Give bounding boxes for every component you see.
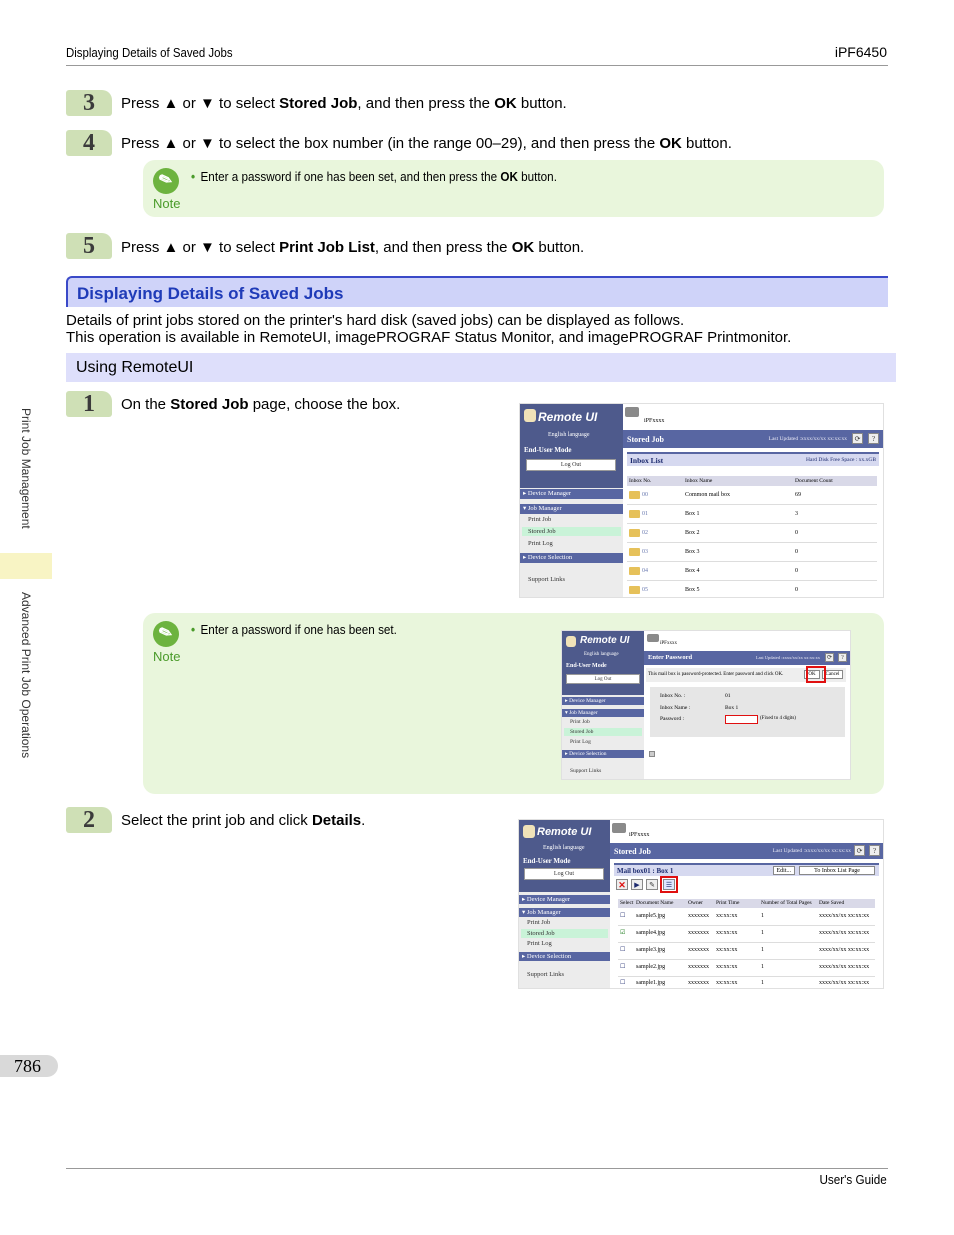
folder-icon: [629, 586, 640, 594]
nav-stored-job[interactable]: Stored Job: [527, 930, 555, 937]
remoteui-logo-icon: [566, 636, 576, 647]
logout-button[interactable]: Log Out: [524, 868, 604, 880]
table-row[interactable]: ☐ sample5.jpg xxxxxxx xx:xx:xx 1 xxxx/xx/xx xx:xx:xx: [618, 909, 875, 926]
nav-device-manager[interactable]: ▸ Device Manager: [520, 489, 623, 499]
screenshot-enter-password: [561, 630, 851, 780]
table-row[interactable]: 05 Box 5 0: [627, 581, 877, 598]
user-mode-label: End-User Mode: [524, 446, 572, 454]
locked-folder-icon: [629, 510, 640, 518]
password-message-bar: This mail box is password-protected. Enter password and click OK. OK Cancel: [646, 668, 846, 682]
user-mode-label: End-User Mode: [523, 857, 571, 865]
language-link[interactable]: English language: [548, 432, 590, 438]
remoteui-sidebar: [520, 404, 623, 597]
header-rule: [66, 65, 888, 66]
edit-job-icon[interactable]: ✎: [646, 879, 658, 890]
section-paragraph-2: This operation is available in RemoteUI, imagePROGRAF Status Monitor, and imagePROGRAF Printmonitor.: [66, 329, 792, 346]
ok-highlight-box: [806, 666, 826, 683]
section-heading: Displaying Details of Saved Jobs: [66, 276, 888, 307]
running-header-model: iPF6450: [834, 44, 887, 60]
remoteui-logo-panel: [519, 820, 610, 892]
printer-icon: [647, 634, 659, 642]
cancel-button[interactable]: Cancel: [822, 670, 843, 679]
remoteui-logo-panel: [520, 404, 623, 488]
password-form: Inbox No. : 01 Inbox Name : Box 1 Password : (Fixed to 4 digits): [650, 687, 845, 737]
nav-device-selection[interactable]: ▸ Device Selection: [519, 952, 610, 961]
table-row[interactable]: ☑ sample4.jpg xxxxxxx xx:xx:xx 1 xxxx/xx/xx xx:xx:xx: [618, 926, 875, 943]
page-number: 786: [0, 1055, 58, 1077]
ok-button[interactable]: OK: [804, 670, 820, 679]
page-title-bar: Enter Password Last Updated :xxxx/xx/xx xx:xx:xx ⟳ ?: [644, 651, 850, 665]
refresh-icon[interactable]: ⟳: [852, 433, 863, 444]
note-pencil-icon: ✎: [153, 168, 179, 194]
remoteui-sidebar: [519, 820, 610, 988]
refresh-icon[interactable]: ⟳: [826, 655, 833, 661]
nav-print-job[interactable]: Print Job: [527, 919, 551, 926]
nav-support-links[interactable]: Support Links: [527, 971, 565, 978]
refresh-icon[interactable]: ⟳: [854, 845, 865, 856]
help-icon[interactable]: ?: [868, 433, 879, 444]
table-row[interactable]: 02 Box 2 0: [627, 524, 877, 543]
footer-rule: [66, 1168, 888, 1169]
nav-device-selection[interactable]: ▸ Device Selection: [520, 553, 623, 563]
print-icon[interactable]: ▶: [631, 879, 643, 890]
printer-name: iPFxxxx: [660, 641, 677, 646]
mailbox-header: Mail box01 : Box 1 Edit... To Inbox List Page: [614, 863, 879, 876]
logout-button[interactable]: Log Out: [566, 674, 640, 684]
nav-device-manager[interactable]: ▸ Device Manager: [562, 697, 644, 705]
printer-name: iPFxxxx: [629, 832, 650, 838]
remoteui-logo: Remote UI: [537, 826, 592, 838]
user-mode-label: End-User Mode: [566, 663, 607, 669]
section-paragraph-1: Details of print jobs stored on the printer's hard disk (saved jobs) can be displayed as follows.: [66, 312, 685, 329]
nav-device-manager[interactable]: ▸ Device Manager: [519, 895, 610, 904]
table-row[interactable]: ☐ sample1.jpg xxxxxxx xx:xx:xx 1 xxxx/xx/xx xx:xx:xx: [618, 977, 875, 989]
table-row[interactable]: 04 Box 4 0: [627, 562, 877, 581]
inbox-list-header: Inbox List Hard Disk Free Space : xx.xGB: [627, 452, 879, 466]
folder-icon: [629, 548, 640, 556]
nav-print-log[interactable]: Print Log: [527, 940, 552, 947]
note-label: Note: [153, 196, 181, 211]
footer-guide: User's Guide: [819, 1172, 887, 1187]
details-icon[interactable]: ☰: [663, 879, 675, 890]
step-number-5: 5: [66, 233, 112, 259]
nav-print-log[interactable]: Print Log: [570, 739, 591, 745]
step-2-text: Select the print job and click Details.: [121, 812, 366, 829]
note-box-1: [143, 160, 884, 217]
nav-device-selection[interactable]: ▸ Device Selection: [562, 750, 644, 758]
details-highlight-box: [660, 876, 678, 893]
nav-print-job[interactable]: Print Job: [570, 719, 590, 725]
edit-button[interactable]: Edit...: [773, 866, 796, 875]
side-tab-marker: [0, 553, 52, 579]
remoteui-logo-icon: [524, 409, 536, 422]
side-tab-print-job-management: Print Job Management: [19, 408, 33, 529]
remoteui-sidebar: [562, 631, 644, 779]
printer-name: iPFxxxx: [644, 418, 665, 424]
page-title-bar: Stored Job Last Updated :xxxx/xx/xx xx:xx:xx ⟳ ?: [623, 430, 883, 448]
note-2-text: • Enter a password if one has been set.: [191, 622, 397, 637]
remoteui-logo: Remote UI: [580, 635, 630, 646]
table-row[interactable]: 01 Box 1 3: [627, 505, 877, 524]
page-title-bar: Stored Job Last Updated :xxxx/xx/xx xx:xx:xx ⟳ ?: [610, 843, 883, 859]
subsection-heading: Using RemoteUI: [66, 353, 896, 382]
note-box-2: [143, 613, 884, 794]
scroll-arrow-icon[interactable]: [649, 751, 655, 757]
step-number-1: 1: [66, 391, 112, 417]
printer-icon: [612, 823, 626, 833]
checkbox-checked[interactable]: ☑: [620, 930, 626, 936]
checkbox[interactable]: ☐: [620, 980, 626, 986]
language-link[interactable]: English language: [584, 652, 619, 657]
table-row[interactable]: ☐ sample3.jpg xxxxxxx xx:xx:xx 1 xxxx/xx/xx xx:xx:xx: [618, 943, 875, 960]
remoteui-logo-panel: [562, 631, 644, 695]
remoteui-logo-icon: [523, 825, 535, 838]
password-input[interactable]: [725, 715, 758, 724]
nav-stored-job[interactable]: Stored Job: [570, 729, 594, 735]
table-row[interactable]: 03 Box 3 0: [627, 543, 877, 562]
step-5-text: Press ▲ or ▼ to select Print Job List, and then press the OK button.: [121, 239, 585, 256]
logout-button[interactable]: Log Out: [526, 459, 616, 471]
screenshot-inbox-list: [519, 403, 884, 598]
running-header-section: Displaying Details of Saved Jobs: [66, 45, 233, 60]
screenshot-stored-jobs: [518, 819, 884, 989]
step-number-3: 3: [66, 90, 112, 116]
nav-job-manager[interactable]: ▾ Job Manager: [519, 908, 610, 917]
nav-job-manager[interactable]: ▾ Job Manager: [562, 709, 644, 717]
checkbox[interactable]: ☐: [620, 964, 626, 970]
delete-icon[interactable]: ✕: [616, 879, 628, 890]
checkbox[interactable]: ☐: [620, 947, 626, 953]
inbox-table-header: Inbox No. Inbox Name Document Count: [627, 476, 877, 486]
remoteui-logo: Remote UI: [538, 410, 598, 424]
step-1-text: On the Stored Job page, choose the box.: [121, 396, 401, 413]
job-table-header: Select Document Name Owner Print Time Number of Total Pages Date Saved: [618, 899, 875, 908]
folder-icon: [629, 529, 640, 537]
checkbox[interactable]: ☐: [620, 913, 626, 919]
nav-stored-job[interactable]: Stored Job: [528, 528, 556, 535]
language-link[interactable]: English language: [543, 845, 585, 851]
step-3-text: Press ▲ or ▼ to select Stored Job, and then press the OK button.: [121, 95, 567, 112]
nav-support-links[interactable]: Support Links: [570, 768, 602, 774]
nav-print-job[interactable]: Print Job: [528, 516, 552, 523]
note-1-text: • Enter a password if one has been set, and then press the OK button.: [191, 169, 557, 184]
note-label: Note: [153, 649, 181, 664]
nav-print-log[interactable]: Print Log: [528, 540, 553, 547]
help-icon[interactable]: ?: [869, 845, 880, 856]
step-number-4: 4: [66, 130, 112, 156]
side-tab-advanced-operations: Advanced Print Job Operations: [19, 592, 33, 759]
table-row[interactable]: 00 Common mail box 69: [627, 486, 877, 505]
table-row[interactable]: ☐ sample2.jpg xxxxxxx xx:xx:xx 1 xxxx/xx/xx xx:xx:xx: [618, 960, 875, 977]
help-icon[interactable]: ?: [838, 653, 847, 662]
step-4-text: Press ▲ or ▼ to select the box number (in the range 00–29), and then press the OK button.: [121, 135, 732, 152]
folder-icon: [629, 567, 640, 575]
to-inbox-list-button[interactable]: To Inbox List Page: [799, 866, 875, 875]
folder-icon: [629, 491, 640, 499]
step-number-2: 2: [66, 807, 112, 833]
nav-job-manager[interactable]: ▾ Job Manager: [520, 504, 623, 514]
printer-icon: [625, 407, 639, 417]
nav-support-links[interactable]: Support Links: [528, 576, 566, 583]
note-pencil-icon: ✎: [153, 621, 179, 647]
